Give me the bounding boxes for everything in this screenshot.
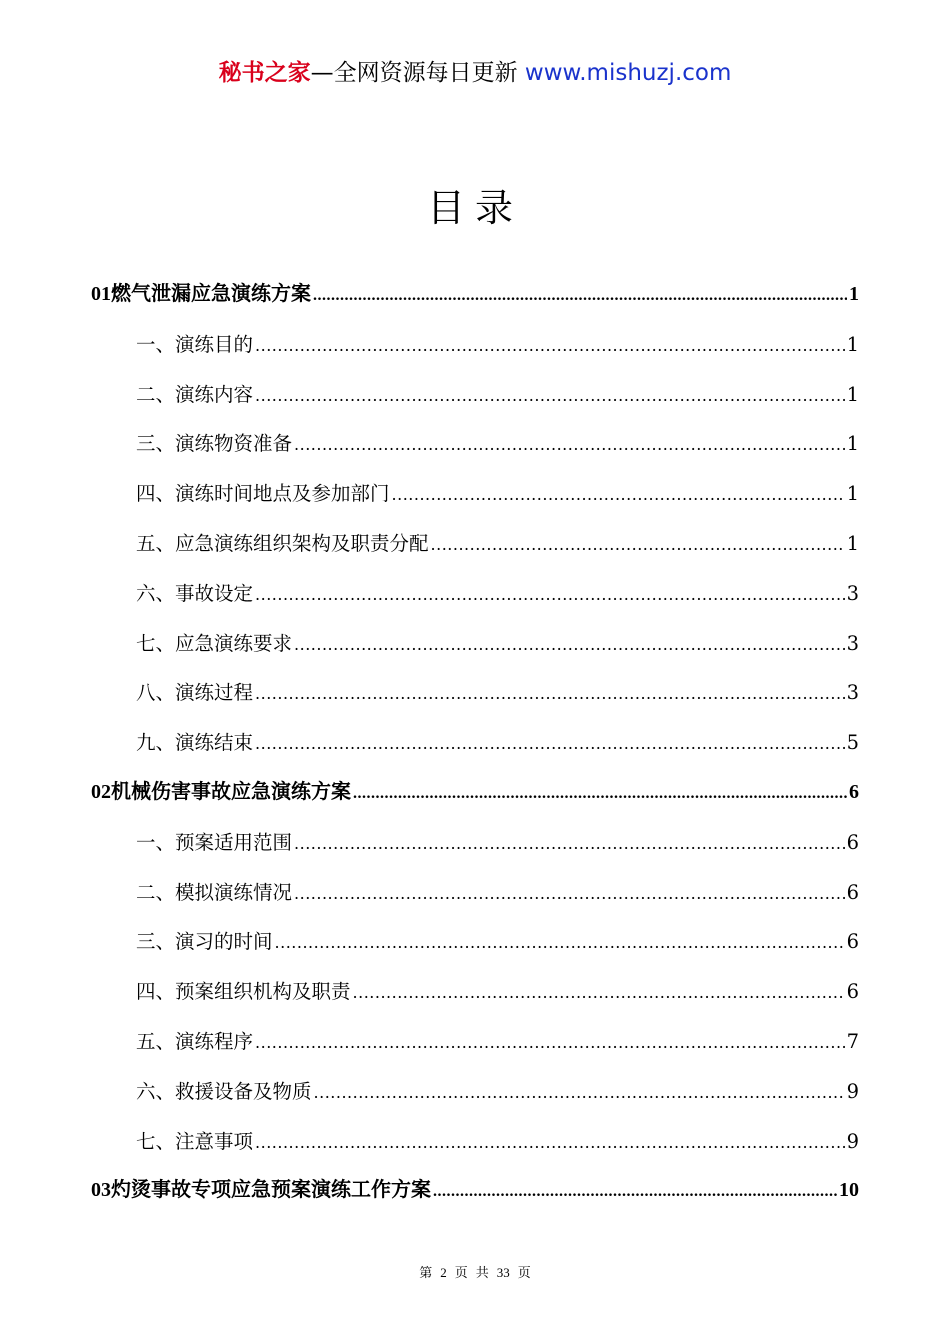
- toc-entry-label: 演练目的: [175, 332, 254, 356]
- toc-page-number: 1: [846, 332, 859, 356]
- toc-entry-number: 五、: [136, 1029, 176, 1053]
- toc-item-entry[interactable]: [91, 419, 859, 469]
- toc-item-entry[interactable]: [91, 1117, 859, 1167]
- toc-entry-number: 六、: [136, 1079, 176, 1103]
- toc-dot-leader: [313, 271, 847, 321]
- footer-current-page: 2: [440, 1265, 447, 1280]
- toc-page-number: 9: [846, 1129, 859, 1153]
- toc-item-entry[interactable]: [91, 519, 859, 569]
- toc-entry-label: 演练物资准备: [175, 432, 293, 456]
- toc-entry-number: 四、: [136, 980, 176, 1004]
- toc-item-entry[interactable]: [91, 917, 859, 967]
- toc-dot-leader: [255, 1118, 845, 1168]
- site-url-link[interactable]: www.mishuzj.com: [524, 60, 732, 86]
- toc-dot-leader: [255, 719, 845, 769]
- toc-dot-leader: [255, 669, 845, 719]
- toc-entry-number: 七、: [136, 1129, 176, 1153]
- toc-section-entry[interactable]: [91, 270, 859, 320]
- brand-name: 秘书之家: [218, 60, 311, 86]
- toc-page-number: 10: [839, 1179, 859, 1202]
- footer-total-pages: 33: [496, 1265, 510, 1280]
- toc-page-number: 6: [846, 830, 859, 854]
- toc-entry-number: 02: [91, 780, 111, 803]
- toc-dot-leader: [431, 520, 845, 570]
- toc-entry-number: 三、: [136, 930, 176, 954]
- toc-page-number: 1: [849, 283, 859, 305]
- toc-dot-leader: [275, 918, 845, 968]
- toc-entry-label: 预案组织机构及职责: [175, 980, 351, 1004]
- toc-dot-leader: [294, 819, 845, 869]
- toc-dot-leader: [314, 1068, 845, 1118]
- toc-dot-leader: [294, 869, 845, 919]
- table-of-contents: [91, 270, 859, 1216]
- toc-page-number: 3: [846, 581, 859, 605]
- toc-entry-label: 演练内容: [175, 382, 254, 406]
- toc-entry-number: 二、: [136, 880, 176, 904]
- toc-dot-leader: [294, 420, 845, 470]
- page-title: 目录: [426, 186, 523, 230]
- footer-suffix: 页: [517, 1265, 531, 1280]
- toc-entry-label: 灼烫事故专项应急预案演练工作方案: [111, 1179, 431, 1202]
- toc-page-number: 6: [849, 780, 859, 803]
- toc-dot-leader: [255, 1018, 845, 1068]
- toc-entry-number: 一、: [136, 830, 176, 854]
- toc-dot-leader: [294, 620, 845, 670]
- toc-page-number: 1: [846, 382, 859, 406]
- toc-page-number: 3: [846, 681, 859, 705]
- toc-page-number: 5: [846, 731, 859, 755]
- footer-prefix: 第: [419, 1265, 433, 1280]
- toc-page-number: 1: [846, 482, 859, 506]
- footer-page-word: 页: [454, 1265, 468, 1280]
- toc-entry-label: 机械伤害事故应急演练方案: [111, 780, 351, 803]
- toc-item-entry[interactable]: [91, 370, 859, 420]
- toc-dot-leader: [353, 769, 847, 819]
- toc-dot-leader: [255, 321, 845, 371]
- header-tagline: 全网资源每日更新: [333, 60, 518, 86]
- toc-entry-number: 一、: [136, 332, 176, 356]
- toc-page-number: 1: [846, 432, 859, 456]
- site-header: [0, 57, 950, 89]
- toc-entry-label: 模拟演练情况: [175, 880, 293, 904]
- toc-entry-label: 演练过程: [175, 681, 254, 705]
- toc-page-number: 6: [846, 930, 859, 954]
- toc-item-entry[interactable]: [91, 718, 859, 768]
- toc-entry-label: 演习的时间: [175, 930, 273, 954]
- toc-item-entry[interactable]: [91, 818, 859, 868]
- toc-entry-label: 演练结束: [175, 731, 254, 755]
- toc-item-entry[interactable]: [91, 668, 859, 718]
- toc-dot-leader: [353, 968, 845, 1018]
- toc-dot-leader: [255, 570, 845, 620]
- toc-section-entry[interactable]: [91, 768, 859, 818]
- toc-entry-number: 七、: [136, 631, 176, 655]
- toc-page-number: 6: [846, 980, 859, 1004]
- toc-entry-label: 应急演练要求: [175, 631, 293, 655]
- toc-dot-leader: [392, 470, 845, 520]
- toc-entry-label: 燃气泄漏应急演练方案: [111, 283, 311, 305]
- toc-page-number: 1: [846, 531, 859, 555]
- toc-dot-leader: [255, 371, 845, 421]
- toc-entry-number: 03: [91, 1179, 111, 1202]
- toc-item-entry[interactable]: [91, 1067, 859, 1117]
- toc-item-entry[interactable]: [91, 469, 859, 519]
- toc-entry-number: 四、: [136, 482, 176, 506]
- toc-item-entry[interactable]: [91, 320, 859, 370]
- toc-entry-number: 九、: [136, 731, 176, 755]
- toc-item-entry[interactable]: [91, 569, 859, 619]
- toc-entry-number: 五、: [136, 531, 176, 555]
- toc-entry-label: 救援设备及物质: [175, 1079, 312, 1103]
- toc-page-number: 3: [846, 631, 859, 655]
- toc-item-entry[interactable]: [91, 619, 859, 669]
- toc-item-entry[interactable]: [91, 1017, 859, 1067]
- toc-section-entry[interactable]: [91, 1166, 859, 1216]
- toc-page-number: 7: [846, 1029, 859, 1053]
- toc-dot-leader: [433, 1167, 837, 1217]
- toc-page-number: 6: [846, 880, 859, 904]
- toc-entry-number: 六、: [136, 581, 176, 605]
- toc-entry-label: 演练时间地点及参加部门: [175, 482, 390, 506]
- footer-total-word: 共: [475, 1265, 489, 1280]
- page-footer: [0, 1264, 950, 1282]
- toc-entry-label: 演练程序: [175, 1029, 254, 1053]
- toc-entry-label: 注意事项: [175, 1129, 254, 1153]
- toc-entry-number: 三、: [136, 432, 176, 456]
- toc-entry-label: 事故设定: [175, 581, 254, 605]
- toc-page-number: 9: [846, 1079, 859, 1103]
- toc-entry-number: 二、: [136, 382, 176, 406]
- toc-entry-label: 应急演练组织架构及职责分配: [175, 531, 429, 555]
- toc-item-entry[interactable]: [91, 868, 859, 918]
- toc-entry-number: 01: [91, 283, 111, 305]
- header-separator: —: [310, 60, 334, 86]
- toc-item-entry[interactable]: [91, 967, 859, 1017]
- toc-entry-number: 八、: [136, 681, 176, 705]
- toc-entry-label: 预案适用范围: [175, 830, 293, 854]
